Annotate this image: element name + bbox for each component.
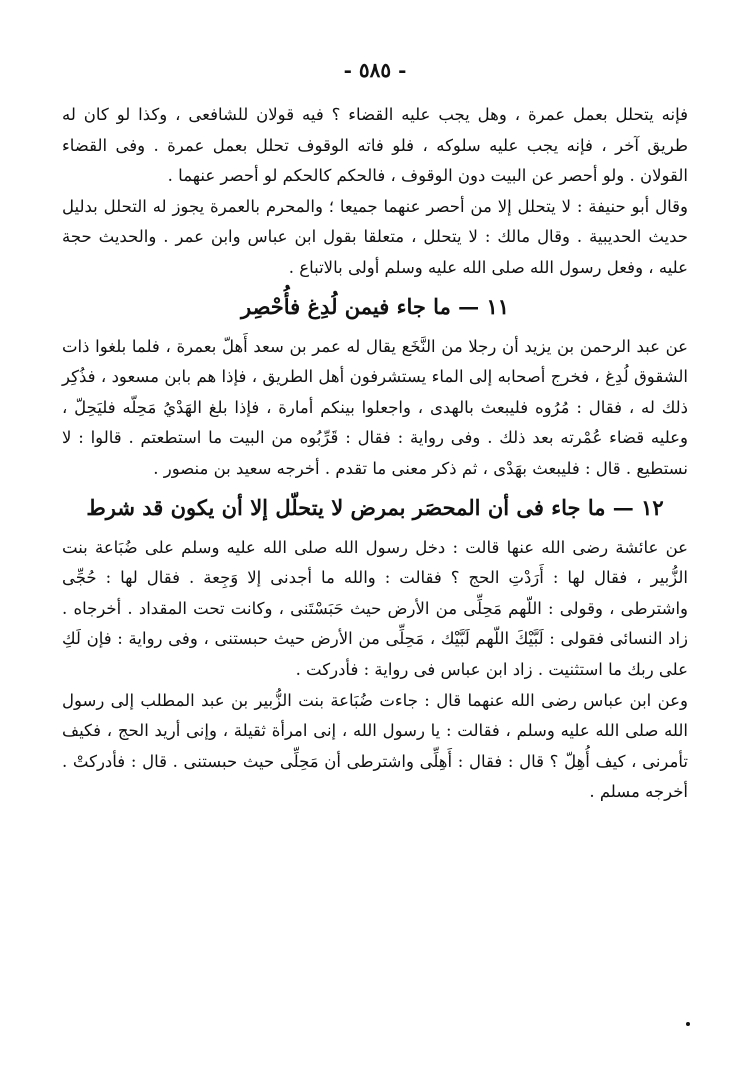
page-body	[62, 100, 688, 808]
paragraph-hadith-aisha: عن عائشة رضى الله عنها قالت : دخل رسول الله صلى الله عليه وسلم على ضُبَاعة بنت الزُّبير ، فقال لها : أَرَدْتِ الحج ؟ فقالت : والله ما أجدنى إلا وَجِعة . فقال لها : حُجِّى واشترطى ، وقولى : اللّهم مَحِلِّى من الأرض حيث حَبَسْتَنى ، وكانت تحت المقداد . أخرجاه . زاد النسائى فقولى : لَبَّيْكَ اللّهم لَبَّيْك ، مَحِلِّى من الأرض حيث حبستنى ، وفى رواية : فإن لَكِ على ربك ما استثنيت . زاد ابن عباس فى رواية : فأدركت .	[62, 537, 688, 679]
ink-speck	[686, 1022, 690, 1026]
paragraph-commentary-2: وقال أبو حنيفة : لا يتحلل إلا من أحصر عنهما جميعا ؛ والمحرم بالعمرة يجوز له التحلل بدليل حديث الحديبية . وقال مالك : لا يتحلل ، متعلقا بقول ابن عباس وابن عمر . والحديث حجة عليه ، وفعل رسول الله صلى الله عليه وسلم أولى بالاتباع .	[62, 196, 688, 277]
page-number: - ٥٨٥ -	[343, 58, 407, 82]
section-heading-12: ١٢ — ما جاء فى أن المحصَر بمرض لا يتحلّل إلا أن يكون قد شرط	[86, 494, 664, 520]
paragraph-hadith-ibn-abbas: وعن ابن عباس رضى الله عنهما قال : جاءت ضُبَاعة بنت الزُّبير بن عبد المطلب إلى رسول الله صلى الله عليه وسلم ، فقالت : يا رسول الله ، إنى امرأة ثقيلة ، وإنى أريد الحج ، فكيف تأمرنى ، كيف أُهِلّ ؟ قال : فقال : أَهِلِّى واشترطى أن مَحِلِّى حيث حبستنى . قال : فأدركتْ . أخرجه مسلم .	[62, 690, 688, 802]
section-heading-11: ١١ — ما جاء فيمن لُدِغ فأُحْصِر	[241, 293, 509, 319]
paragraph-hadith-ibn-masud: عن عبد الرحمن بن يزيد أن رجلا من النَّخَع يقال له عمر بن سعد أَهلّ بعمرة ، فلما بلغوا ذات الشقوق لُدِغ ، فخرج أصحابه إلى الماء يستشرفون أهل الطريق ، فإذا هم بابن مسعود ، فذُكِر ذلك له ، فقال : مُرُوه فليبعث بالهدى ، واجعلوا بينكم أمارة ، فإذا بلغ الهَدْيُ مَحِلّه فليَحِلّ ، وعليه قضاء عُمْرته بعد ذلك . وفى رواية : فقال : قَرِّبُوه من البيت ما استطعتم . قالوا : لا نستطيع . قال : فليبعث بهَدْى ، ثم ذكر معنى ما تقدم . أخرجه سعيد بن منصور .	[62, 336, 688, 478]
paragraph-commentary-1: فإنه يتحلل بعمل عمرة ، وهل يجب عليه القضاء ؟ فيه قولان للشافعى ، وكذا لو كان له طريق آخر ، فإنه يجب عليه سلوكه ، فلو فاته الوقوف تحلل بعمل عمرة . وفى القضاء القولان . ولو أحصر عن البيت دون الوقوف ، فالحكم كالحكم لو أحصر عنهما .	[62, 105, 688, 186]
